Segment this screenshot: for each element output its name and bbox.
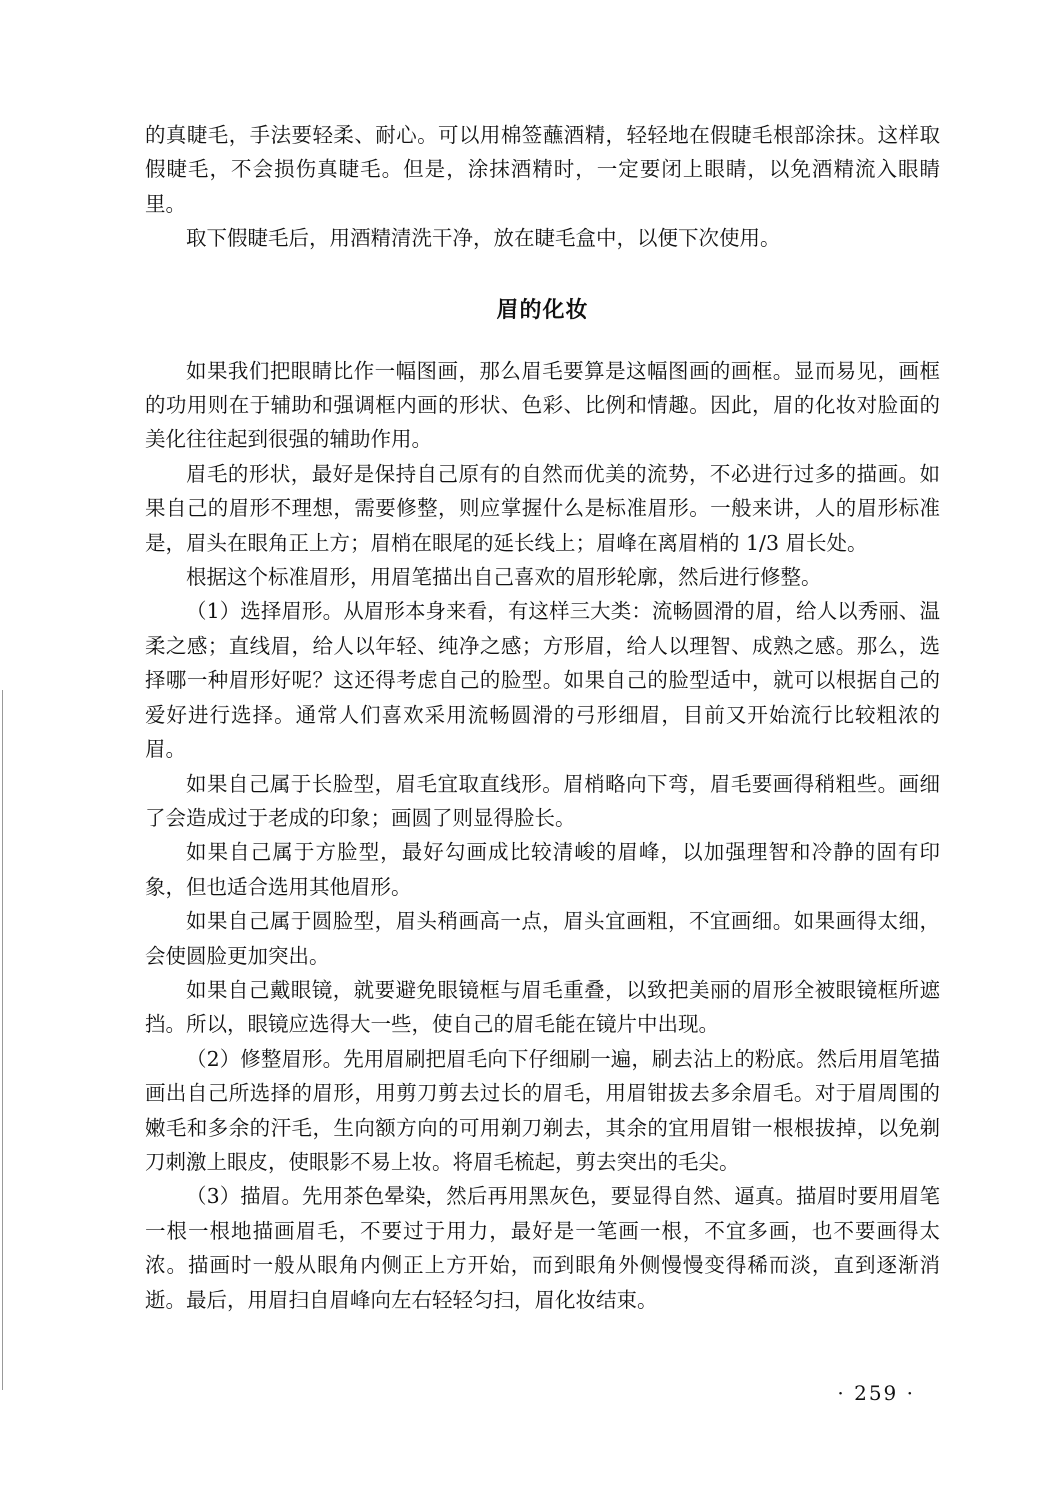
- paragraph: 取下假睫毛后，用酒精清洗干净，放在睫毛盒中，以便下次使用。: [186, 226, 781, 251]
- paragraph: （3）描眉。先用茶色晕染，然后再用黑灰色，要显得自然、逼真。描眉时要用眉笔一根一根地描画眉毛，不要过于用力，最好是一笔画一根，不宜多画，也不要画得太浓。描画时一般从眼角内侧正上方开始，而到眼角外侧慢慢变得稀而淡，直到逐渐消逝。最后，用眉扫自眉峰向左右轻轻匀扫，眉化妆结束。: [145, 1184, 940, 1312]
- paragraph: 眉毛的形状，最好是保持自己原有的自然而优美的流势，不必进行过多的描画。如果自己的眉形不理想，需要修整，则应掌握什么是标准眉形。一般来讲，人的眉形标准是，眉头在眼角正上方；眉梢在眼尾的延长线上；眉峰在离眉梢的 1/3 眉长处。: [145, 461, 940, 555]
- scan-edge-line: [2, 690, 3, 1390]
- paragraph: （1）选择眉形。从眉形本身来看，有这样三大类：流畅圆滑的眉，给人以秀丽、温柔之感；直线眉，给人以年轻、纯净之感；方形眉，给人以理智、成熟之感。那么，选择哪一种眉形好呢？这还得考虑自己的脸型。如果自己的脸型适中，就可以根据自己的爱好进行选择。通常人们喜欢采用流畅圆滑的弓形细眉，目前又开始流行比较粗浓的眉。: [145, 599, 940, 762]
- paragraph: 如果我们把眼睛比作一幅图画，那么眉毛要算是这幅图画的画框。显而易见，画框的功用则在于辅助和强调框内画的形状、色彩、比例和情趣。因此，眉的化妆对脸面的美化往往起到很强的辅助作用。: [145, 358, 940, 452]
- body-text: [145, 118, 940, 1317]
- paragraph-continued: 的真睫毛，手法要轻柔、耐心。可以用棉签蘸酒精，轻轻地在假睫毛根部涂抹。这样取假睫毛，不会损伤真睫毛。但是，涂抹酒精时，一定要闭上眼睛，以免酒精流入眼睛里。: [145, 123, 940, 216]
- paragraph: （2）修整眉形。先用眉刷把眉毛向下仔细刷一遍，刷去沾上的粉底。然后用眉笔描画出自己所选择的眉形，用剪刀剪去过长的眉毛，用眉钳拔去多余眉毛。对于眉周围的嫩毛和多余的汗毛，生向额方向的可用剃刀剃去，其余的宜用眉钳一根根拔掉，以免剃刀刺激上眼皮，使眼影不易上妆。将眉毛梳起，剪去突出的毛尖。: [145, 1046, 940, 1174]
- section-heading: 眉的化妆: [496, 297, 589, 323]
- paragraph: 如果自己属于圆脸型，眉头稍画高一点，眉头宜画粗，不宜画细。如果画得太细，会使圆脸更加突出。: [145, 909, 940, 968]
- paragraph: 如果自己戴眼镜，就要避免眼镜框与眉毛重叠，以致把美丽的眉形全被眼镜框所遮挡。所以，眼镜应选得大一些，使自己的眉毛能在镜片中出现。: [145, 977, 940, 1037]
- paragraph: 如果自己属于长脸型，眉毛宜取直线形。眉梢略向下弯，眉毛要画得稍粗些。画细了会造成过于老成的印象；画圆了则显得脸长。: [145, 771, 940, 830]
- page-number: · 259 ·: [837, 1381, 915, 1405]
- paragraph: 如果自己属于方脸型，最好勾画成比较清峻的眉峰，以加强理智和冷静的固有印象，但也适合选用其他眉形。: [145, 840, 940, 899]
- paragraph: 根据这个标准眉形，用眉笔描出自己喜欢的眉形轮廓，然后进行修整。: [186, 565, 822, 590]
